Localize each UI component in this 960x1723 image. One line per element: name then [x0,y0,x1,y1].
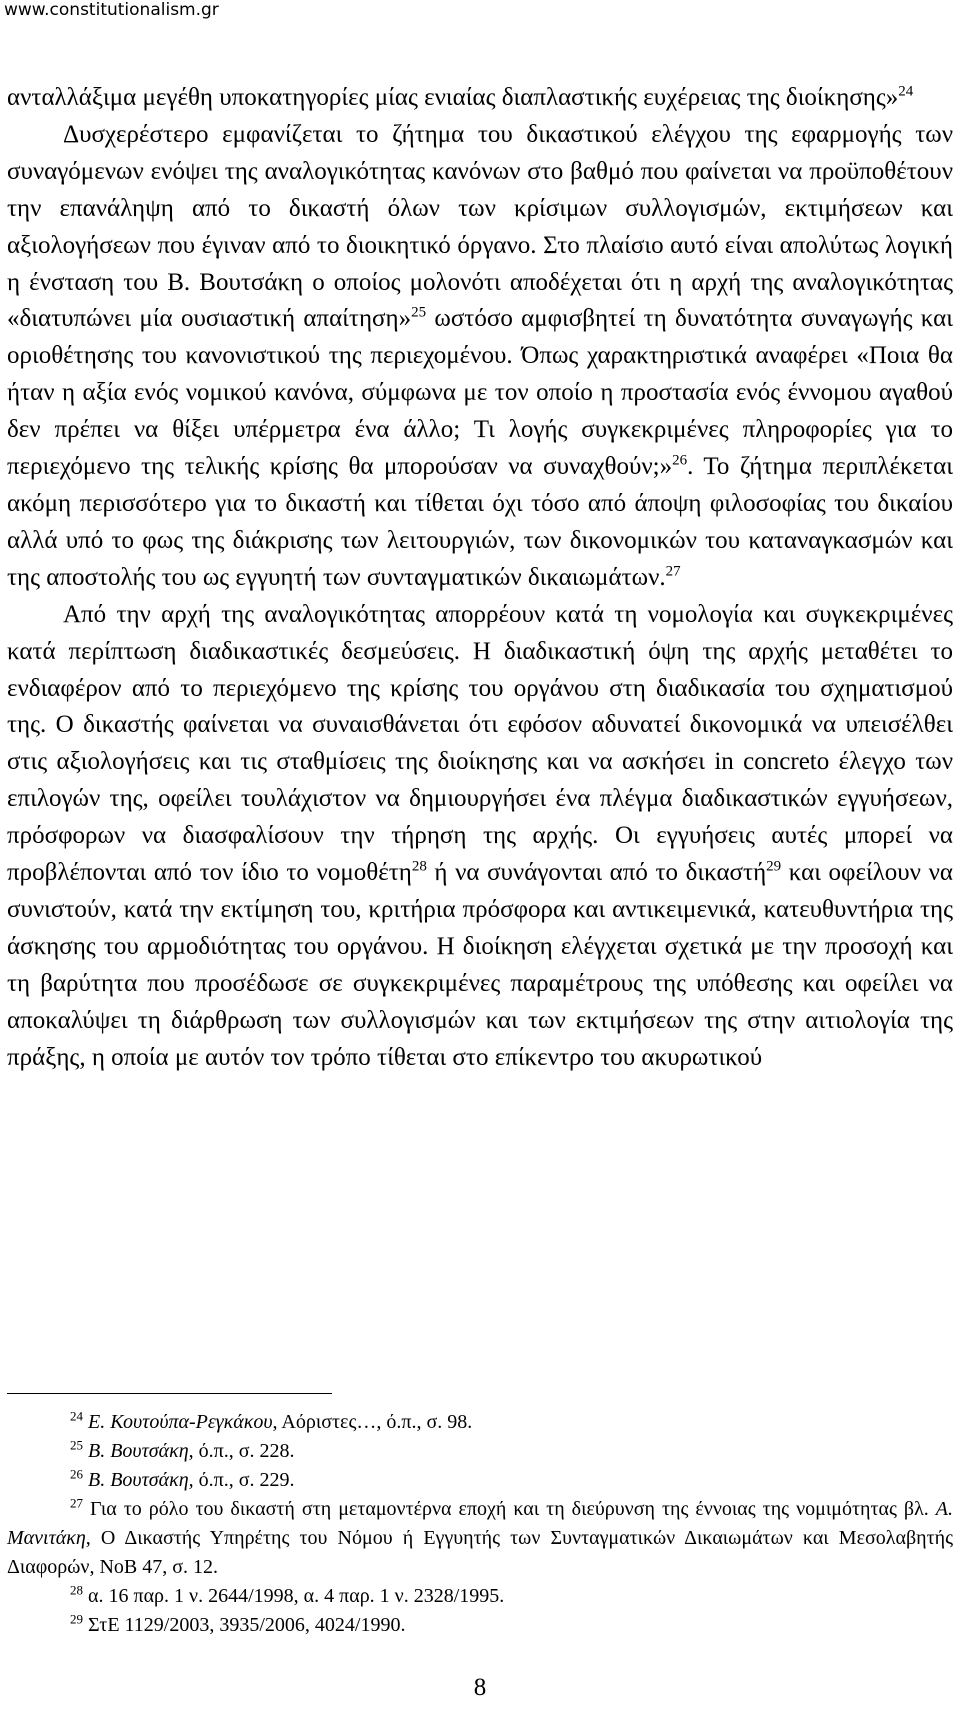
footnote [7,1611,953,1640]
footnote-number: 28 [70,1582,83,1598]
paragraph-text: Από την αρχή της αναλογικότητας απορρέουν κατά τη νομολογία και συγκεκριμένες κατά περίπτωση διαδικαστικές δεσμεύσεις. Η διαδικαστική όψη της αρχής μεταθέτει το ενδιαφέρον από το περιεχόμενο της κρίσης του οργάνου στη διαδικασία του σχηματισμού της. Ο δικαστής φαίνεται να συναισθάνεται ότι εφόσον αδυνατεί δικονομικά να υπεισέλθει στις αξιολογήσεις και τις σταθμίσεις της διοίκησης και να ασκήσει in concreto έλεγχο των επιλογών της, οφείλει τουλάχιστον να δημιουργήσει ένα πλέγμα διαδικαστικών εγγυήσεων, πρόσφορων να διασφαλίσουν την τήρηση της αρχής. Οι εγγυήσεις αυτές μπορεί να προβλέπονται από τον ίδιο το νομοθέτη [7,600,953,887]
paragraph-text: και οφείλουν να συνιστούν, κατά την εκτίμηση του, κριτήρια πρόσφορα και αντικειμενικά, κατευθυντήρια της άσκησης του αρμοδιότητας του οργάνου. Η διοίκηση ελέγχεται σχετικά με την προσοχή και τη βαρύτητα που προσέδωσε σε συγκεκριμένες παραμέτρους της υπόθεσης και οφείλει να αποκαλύψει τη διάρθρωση των συλλογισμών και των εκτιμήσεων της στην αιτιολογία της πράξης, η οποία με αυτόν τον τρόπο τίθεται στο επίκεντρο του ακυρωτικού [7,859,953,1071]
paragraph [7,80,953,117]
footnote-text: ό.π., σ. 229. [193,1469,295,1491]
footnote-number: 24 [70,1408,83,1424]
footnote-author: Α. Μανιτάκη [7,1498,953,1549]
paragraph-text: ανταλλάξιμα μεγέθη υποκατηγορίες μίας ενιαίας διαπλαστικής ευχέρειας της διοίκησης» [7,84,899,111]
footnote-number: 27 [70,1495,83,1511]
footnote [7,1466,953,1495]
footnote-ref[interactable]: 28 [411,858,427,875]
footnote-author: Β. Βουτσάκη [88,1440,189,1462]
footnote-author: Ε. Κουτούπα-Ρεγκάκου [88,1411,273,1433]
footnote-author: Β. Βουτσάκη, [88,1469,194,1491]
paragraph [7,117,953,597]
paragraph [7,597,953,1077]
footnote-text: ΣτΕ 1129/2003, 3935/2006, 4024/1990. [88,1614,406,1636]
footnote-number: 29 [70,1611,83,1627]
footnote-ref[interactable]: 29 [766,858,782,875]
footnote-text: Για το ρόλο του δικαστή στη μεταμοντέρνα εποχή και τη διεύρυνση της έννοιας της νομιμότητας βλ. [90,1498,936,1520]
paragraph-text: ωστόσο αμφισβητεί τη δυνατότητα συναγωγής και οριοθέτησης του κανονιστικού της περιεχομένου. Όπως χαρακτηριστικά αναφέρει «Ποια θα ήταν η αξία ενός νομικού κανόνα, σύμφωνα με τον οποίο η προστασία ενός έννομου αγαθού δεν πρέπει να θίξει υπέρμετρα ένα άλλο; Τι λογής συγκεκριμένες πληροφορίες για το περιεχόμενο της τελικής κρίσης θα μπορούσαν να συναχθούν;» [7,305,953,481]
footnotes [7,1408,953,1640]
footnote-number: 26 [70,1466,83,1482]
footnote-ref[interactable]: 25 [411,305,427,322]
footnote-text: , Αόριστες…, ό.π., σ. 98. [272,1411,473,1433]
main-text [7,80,953,1076]
footnote [7,1437,953,1466]
footnote-text: , ό.π., σ. 228. [188,1440,295,1462]
footnote [7,1408,953,1437]
source-url: www.constitutionalism.gr [4,0,219,20]
footnote-separator [7,1393,332,1394]
footnote-ref[interactable]: 24 [898,83,914,100]
paragraph-text: . Το ζήτημα περιπλέκεται ακόμη περισσότερο για το δικαστή και τίθεται όχι τόσο από άποψη φιλοσοφίας του δικαίου αλλά υπό το φως της διάκρισης των λειτουργιών, των δικονομικών του καταναγκασμών και της αποστολής του ως εγγυητή των συνταγματικών δικαιωμάτων. [7,453,953,591]
paragraph-text: Δυσχερέστερο εμφανίζεται το ζήτημα του δικαστικού ελέγχου της εφαρμογής των συναγόμενων ενόψει της αναλογικότητας κανόνων στο βαθμό που φαίνεται να προϋποθέτουν την επανάληψη από το δικαστή όλων των κρίσιμων συλλογισμών, εκτιμήσεων και αξιολογήσεων που έγιναν από το διοικητικό όργανο. Στο πλαίσιο αυτό είναι απολύτως λογική η ένσταση του Β. Βουτσάκη ο οποίος μολονότι αποδέχεται ότι η αρχή της αναλογικότητας «διατυπώνει μία ουσιαστική απαίτηση» [7,120,953,333]
footnote-ref[interactable]: 27 [665,563,681,580]
footnote-ref[interactable]: 26 [672,452,688,469]
page-number: 8 [473,1674,487,1701]
footnote-number: 25 [70,1437,83,1453]
footnote-text: , Ο Δικαστής Υπηρέτης του Νόμου ή Εγγυητής των Συνταγματικών Δικαιωμάτων και Μεσολαβητής Διαφορών, ΝοΒ 47, σ. 12. [7,1527,953,1578]
footnote [7,1495,953,1582]
paragraph-text: ή να συνάγονται από το δικαστή [426,859,767,887]
footnote-text: α. 16 παρ. 1 ν. 2644/1998, α. 4 παρ. 1 ν. 2328/1995. [88,1585,505,1607]
footnote [7,1582,953,1611]
